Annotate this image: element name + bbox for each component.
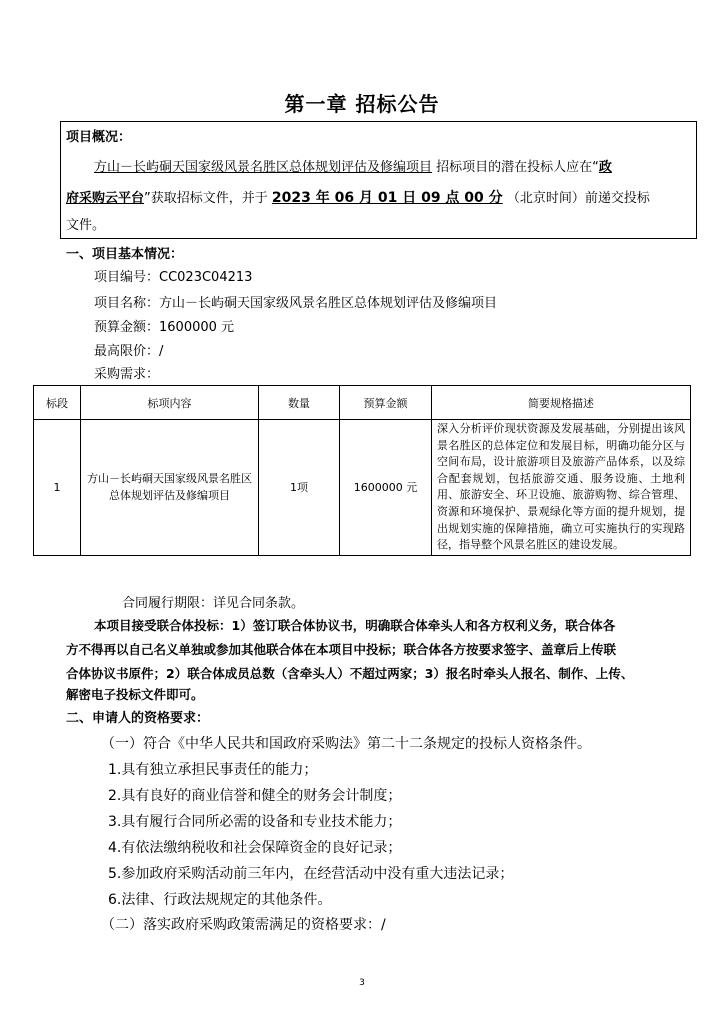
deadline: 2023 年 06 月 01 日 09 点 00 分 xyxy=(271,190,503,206)
page-title: 第一章 招标公告 xyxy=(284,92,440,116)
header-lot: 标段 xyxy=(34,386,81,420)
qualification-item-2: （二）落实政府采购政策需满足的资格要求：/ xyxy=(101,917,386,933)
overview-box xyxy=(60,121,697,239)
overview-text-3: （北京时间）前递交投标 xyxy=(506,191,650,206)
section1-heading: 一、项目基本情况： xyxy=(66,247,184,262)
platform-name-a: 政 xyxy=(598,160,612,175)
header-content: 标项内容 xyxy=(81,386,259,420)
qualification-item-1: （一）符合《中华人民共和国政府采购法》第二十二条规定的投标人资格条件。 xyxy=(101,736,591,752)
project-title: 项目名称：方山－长屿硐天国家级风景名胜区总体规划评估及修编项目 xyxy=(94,296,498,311)
consortium-line-2: 方不得再以自己名义单独或参加其他联合体在本项目中投标；联合体各方按要求签字、盖章后上传联 xyxy=(66,642,617,657)
contract-period: 合同履行期限：详见合同条款。 xyxy=(122,596,305,611)
header-budget: 预算金额 xyxy=(340,386,432,420)
project-number: 项目编号：CC023C04213 xyxy=(94,270,253,285)
header-description: 简要规格描述 xyxy=(432,386,691,420)
overview-line-3: 文件。 xyxy=(66,218,106,233)
header-quantity: 数量 xyxy=(259,386,340,420)
overview-line-2 xyxy=(66,188,650,209)
page-number: 3 xyxy=(359,978,365,988)
table-row xyxy=(34,420,691,556)
qualification-sub-4: 4.有依法缴纳税收和社会保障资金的良好记录； xyxy=(108,840,402,856)
platform-name-b: 府采购云平台 xyxy=(66,191,145,206)
qualification-sub-2: 2.具有良好的商业信誉和健全的财务会计制度； xyxy=(108,788,402,804)
procurement-table xyxy=(33,385,691,556)
table-header-row xyxy=(34,386,691,420)
section2-heading: 二、申请人的资格要求： xyxy=(66,711,210,726)
max-price: 最高限价：/ xyxy=(94,344,164,359)
procurement-demand-label: 采购需求： xyxy=(94,367,160,382)
qualification-sub-5: 5.参加政府采购活动前三年内，在经营活动中没有重大违法记录； xyxy=(108,866,514,882)
cell-description: 深入分析评价现状资源及发展基础，分别提出该风景名胜区的总体定位和发展目标，明确功能分区与空间布局，设计旅游项目及旅游产品体系，以及综合配套规划，包括旅游交通、服务设施、土地利用、旅游安全、环卫设施、旅游购物、综合管理、资源和环境保护、景观绿化等方面的提升规划，提出规划实施的保障措施，确立可实施执行的实现路径，指导整个风景名胜区的建设发展。 xyxy=(432,420,691,556)
consortium-line-3: 合体协议书原件；2）联合体成员总数（含牵头人）不超过两家；3）报名时牵头人报名、制作、上传、 xyxy=(66,666,634,681)
consortium-line-4: 解密电子投标文件即可。 xyxy=(66,687,204,702)
project-name-link: 方山－长屿硐天国家级风景名胜区总体规划评估及修编项目 xyxy=(94,160,433,175)
overview-text-1: 招标项目的潜在投标人应在“ xyxy=(436,160,599,175)
cell-content: 方山－长屿硐天国家级风景名胜区总体规划评估及修编项目 xyxy=(81,420,259,556)
cell-budget: 1600000 元 xyxy=(340,420,432,556)
overview-line-1 xyxy=(94,158,612,178)
overview-text-2: ”获取招标文件，并于 xyxy=(144,191,268,206)
qualification-sub-1: 1.具有独立承担民事责任的能力； xyxy=(108,762,318,778)
consortium-line-1: 本项目接受联合体投标：1）签订联合体协议书，明确联合体牵头人和各方权利义务，联合体各 xyxy=(94,618,616,633)
overview-heading: 项目概况： xyxy=(66,130,132,145)
cell-quantity: 1项 xyxy=(259,420,340,556)
budget-amount: 预算金额：1600000 元 xyxy=(94,320,235,335)
qualification-sub-3: 3.具有履行合同所必需的设备和专业技术能力； xyxy=(108,814,402,830)
qualification-sub-6: 6.法律、行政法规规定的其他条件。 xyxy=(108,892,332,908)
cell-lot: 1 xyxy=(34,420,81,556)
